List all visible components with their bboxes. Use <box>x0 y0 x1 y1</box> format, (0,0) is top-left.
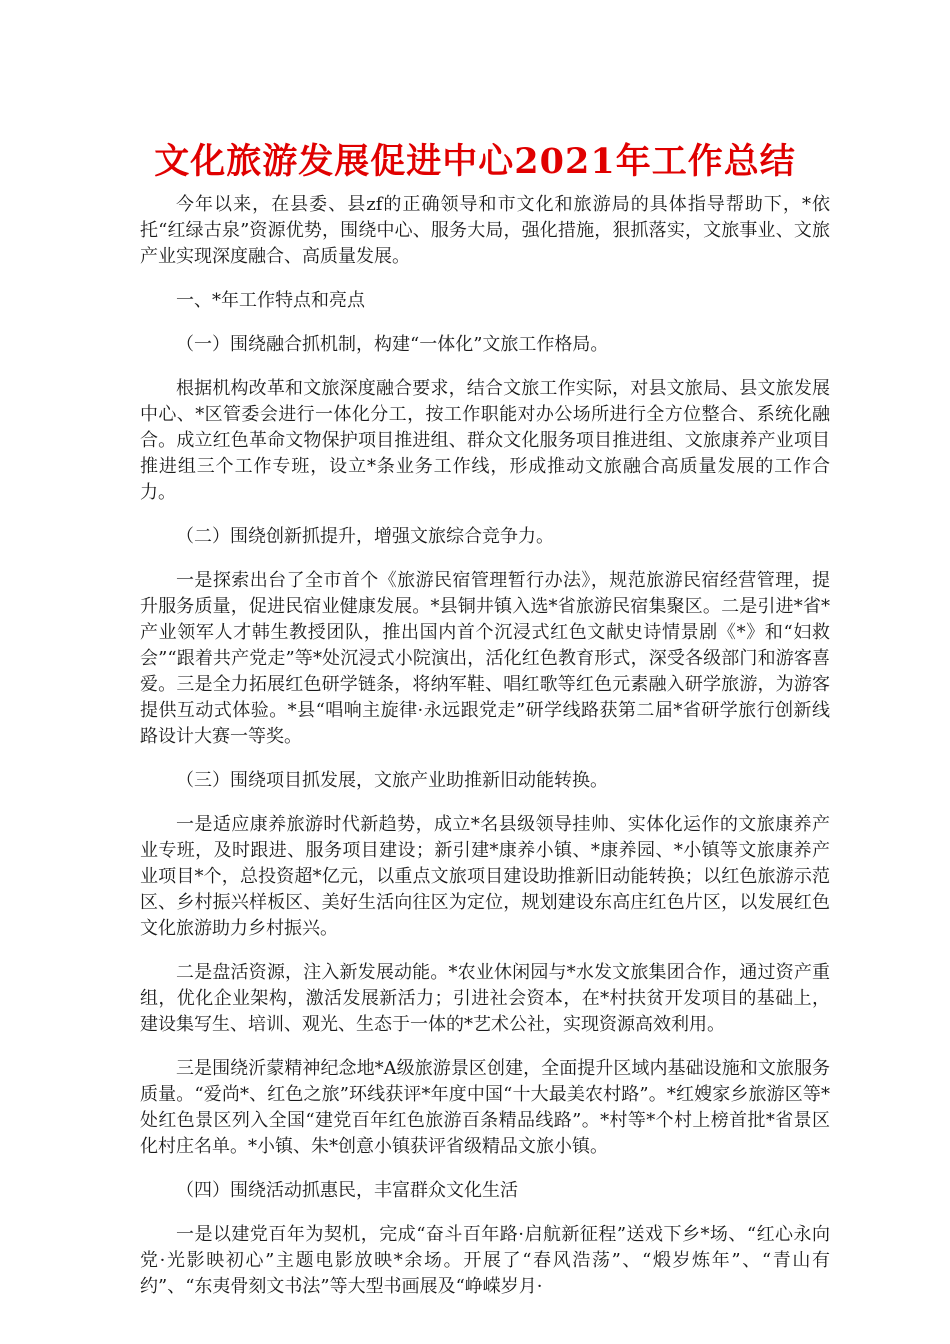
document-body <box>140 192 830 1318</box>
body-paragraph: 一是探索出台了全市首个《旅游民宿管理暂行办法》，规范旅游民宿经营管理，提升服务质量，促进民宿业健康发展。*县铜井镇入选*省旅游民宿集聚区。二是引进*省*产业领军人才韩生教授团队，推出国内首个沉浸式红色文献史诗情景剧《*》和“妇救会”“跟着共产党走”等*处沉浸式小院演出，活化红色教育形式，深受各级部门和游客喜爱。三是全力拓展红色研学链条，将纳军鞋、唱红歌等红色元素融入研学旅游，为游客提供互动式体验。*县“唱响主旋律·永远跟党走”研学线路获第二届*省研学旅行创新线路设计大赛一等奖。 <box>140 570 830 747</box>
body-paragraph: 一是适应康养旅游时代新趋势，成立*名县级领导挂帅、实体化运作的文旅康养产业专班，及时跟进、服务项目建设；新引建*康养小镇、*康养园、*小镇等文旅康养产业项目*个，总投资超*亿元，以重点文旅项目建设助推新旧动能转换；以红色旅游示范区、乡村振兴样板区、美好生活向往区为定位，规划建设东高庄红色片区，以发展红色文化旅游助力乡村振兴。 <box>140 814 830 939</box>
body-paragraph: 一是以建党百年为契机，完成“奋斗百年路·启航新征程”送戏下乡*场、“红心永向党·光影映初心”主题电影放映*余场。开展了“春风浩荡”、“煅岁炼年”、“青山有约”、“东夷骨刻文书法”等大型书画展及“峥嵘岁月· <box>140 1224 830 1297</box>
intro-paragraph: 今年以来，在县委、县zf的正确领导和市文化和旅游局的具体指导帮助下，*依托“红绿古泉”资源优势，围绕中心、服务大局，强化措施，狠抓落实，文旅事业、文旅产业实现深度融合、高质量发展。 <box>140 194 830 267</box>
subsection-heading-2: （二）围绕创新抓提升，增强文旅综合竞争力。 <box>176 526 554 547</box>
section-heading-1: 一、*年工作特点和亮点 <box>176 290 365 311</box>
subsection-heading-3: （三）围绕项目抓发展，文旅产业助推新旧动能转换。 <box>176 770 608 791</box>
body-paragraph: 根据机构改革和文旅深度融合要求，结合文旅工作实际，对县文旅局、县文旅发展中心、*区管委会进行一体化分工，按工作职能对办公场所进行全方位整合、系统化融合。成立红色革命文物保护项目推进组、群众文化服务项目推进组、文旅康养产业项目推进组三个工作专班，设立*条业务工作线，形成推动文旅融合高质量发展的工作合力。 <box>140 378 830 503</box>
subsection-heading-1: （一）围绕融合抓机制，构建“一体化”文旅工作格局。 <box>176 334 609 355</box>
document-title: 文化旅游发展促进中心2021年工作总结 <box>154 141 796 182</box>
body-paragraph: 三是围绕沂蒙精神纪念地*A级旅游景区创建，全面提升区域内基础设施和文旅服务质量。“爱尚*、红色之旅”环线获评*年度中国“十大最美农村路”。*红嫂家乡旅游区等*处红色景区列入全国“建党百年红色旅游百条精品线路”。*村等*个村上榜首批*省景区化村庄名单。*小镇、朱*创意小镇获评省级精品文旅小镇。 <box>140 1058 830 1157</box>
body-paragraph: 二是盘活资源，注入新发展动能。*农业休闲园与*水发文旅集团合作，通过资产重组，优化企业架构，激活发展新活力；引进社会资本，在*村扶贫开发项目的基础上，建设集写生、培训、观光、生态于一体的*艺术公社，实现资源高效利用。 <box>140 962 830 1035</box>
subsection-heading-4: （四）围绕活动抓惠民，丰富群众文化生活 <box>176 1180 518 1201</box>
